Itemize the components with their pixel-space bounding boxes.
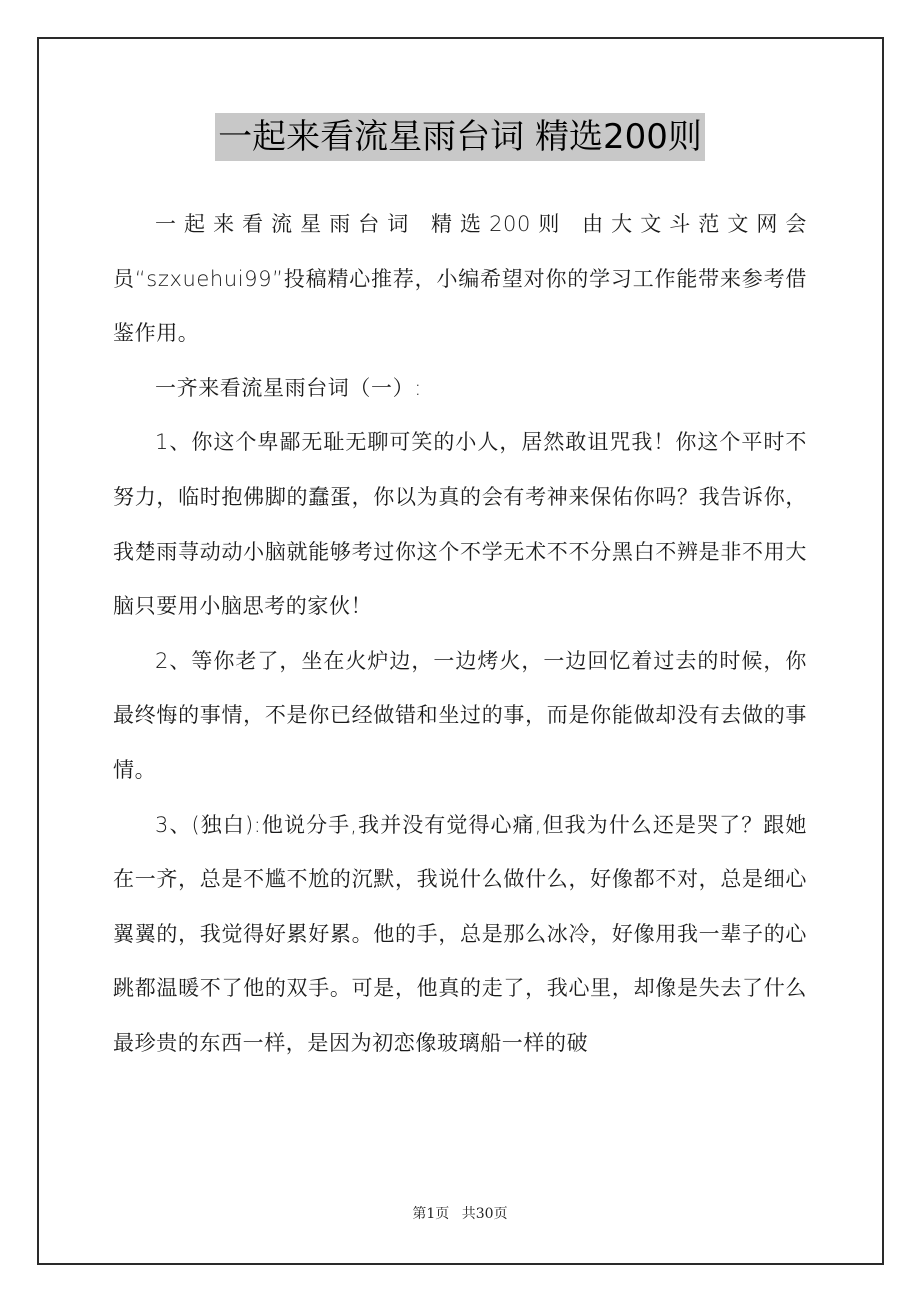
document-body [113,197,807,1071]
document-title: 一起来看流星雨台词 精选200则 [215,113,705,161]
page-number: 第1页 [412,1206,450,1222]
page-footer [0,1203,920,1223]
title-container [0,113,920,161]
section-heading: 一齐来看流星雨台词（一）: [155,375,422,400]
quote-paragraph-2: 2、等你老了，坐在火炉边，一边烤火，一边回忆着过去的时候，你最终悔的事情，不是你已经做错和坐过的事，而是你能做却没有去做的事情。 [113,648,807,782]
intro-paragraph: 一起来看流星雨台词 精选200则 由大文斗范文网会员“szxuehui99”投稿精心推荐，小编希望对你的学习工作能带来参考借鉴作用。 [113,212,807,346]
quote-paragraph-3: 3、(独白):他说分手,我并没有觉得心痛,但我为什么还是哭了？跟她在一齐，总是不尴不尬的沉默，我说什么做什么，好像都不对，总是细心翼翼的，我觉得好累好累。他的手，总是那么冰冷，好像用我一辈子的心跳都温暖不了他的双手。可是，他真的走了，我心里，却像是失去了什么最珍贵的东西一样，是因为初恋像玻璃船一样的破 [113,812,807,1055]
quote-paragraph-1: 1、你这个卑鄙无耻无聊可笑的小人，居然敢诅咒我！你这个平时不努力，临时抱佛脚的蠢蛋，你以为真的会有考神来保佑你吗？我告诉你，我楚雨荨动动小脑就能够考过你这个不学无术不不分黑白不辨是非不用大脑只要用小脑思考的家伙！ [113,430,807,619]
page-total: 共30页 [461,1206,508,1222]
